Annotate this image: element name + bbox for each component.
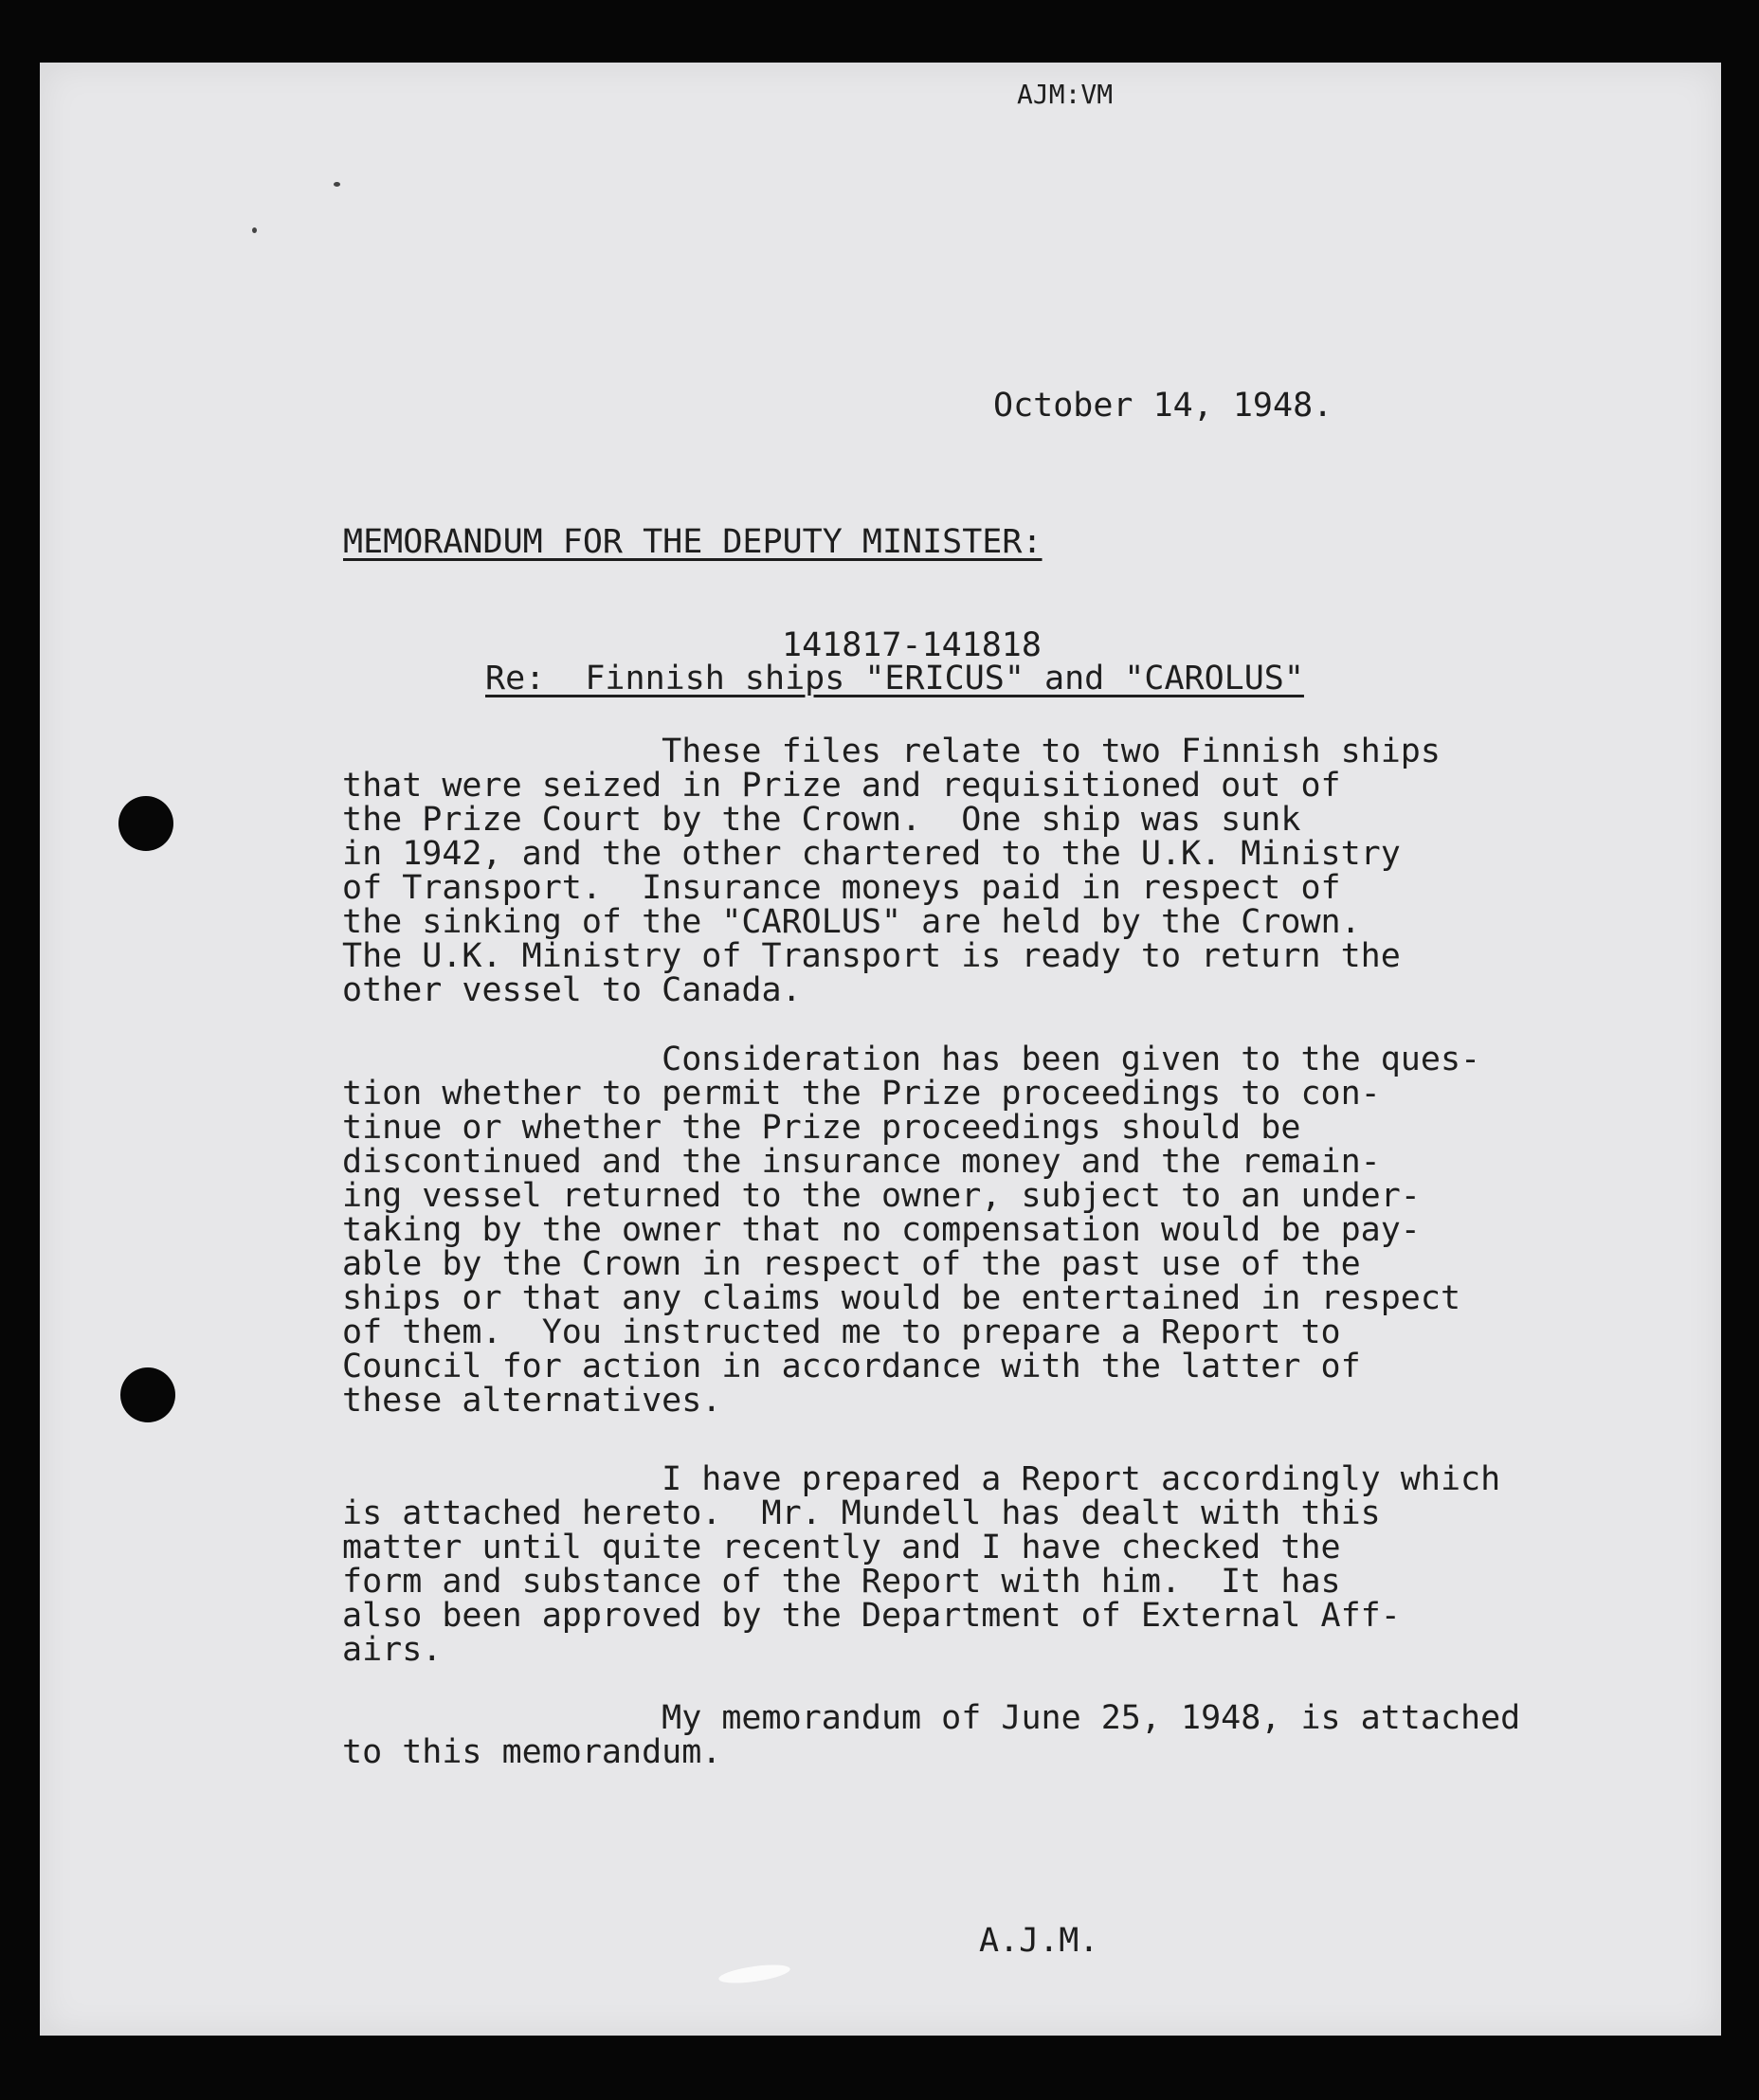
memo-date: October 14, 1948. (993, 387, 1333, 425)
reference-initials: AJM:VM (1017, 79, 1114, 110)
punch-hole-bottom (120, 1367, 175, 1422)
paragraph-3: I have prepared a Report accordingly which is attached hereto. Mr. Mundell has dealt with this matter until quite recently and I have checked the form and substance of the Report with him. It has also been approved by the Department of External Aff- airs. (342, 1460, 1501, 1669)
paragraph-4: My memorandum of June 25, 1948, is attached to this memorandum. (342, 1699, 1521, 1771)
memo-heading: MEMORANDUM FOR THE DEPUTY MINISTER: (343, 523, 1043, 561)
ink-speck (252, 227, 257, 233)
punch-hole-top (118, 796, 173, 851)
ink-speck (334, 182, 340, 187)
signature-initials: A.J.M. (979, 1922, 1099, 1960)
file-numbers: 141817-141818 (782, 626, 1042, 664)
paragraph-2: Consideration has been given to the ques- tion whether to permit the Prize proceedings to con- tinue or whether the Prize proceedings should be discontinued and the insurance money and the remain- ing vessel returned to the owner, subject to an under- taking by the owner that no compensation would be pay- able by the Crown in respect of the past use of the ships or that any claims would be entertained in respect of them. You instructed me to prepare a Report to Council for action in accordance with the latter of these alternatives. (342, 1041, 1481, 1420)
subject-line: Re: Finnish ships "ERICUS" and "CAROLUS" (485, 660, 1304, 697)
paragraph-1: These files relate to two Finnish ships that were seized in Prize and requisitioned out of the Prize Court by the Crown. One ship was sunk in 1942, and the other chartered to the U.K. Ministry of Transport. Insurance moneys paid in respect of the sinking of the "CAROLUS" are held by the Crown. The U.K. Ministry of Transport is ready to return the other vessel to Canada. (342, 733, 1441, 1009)
